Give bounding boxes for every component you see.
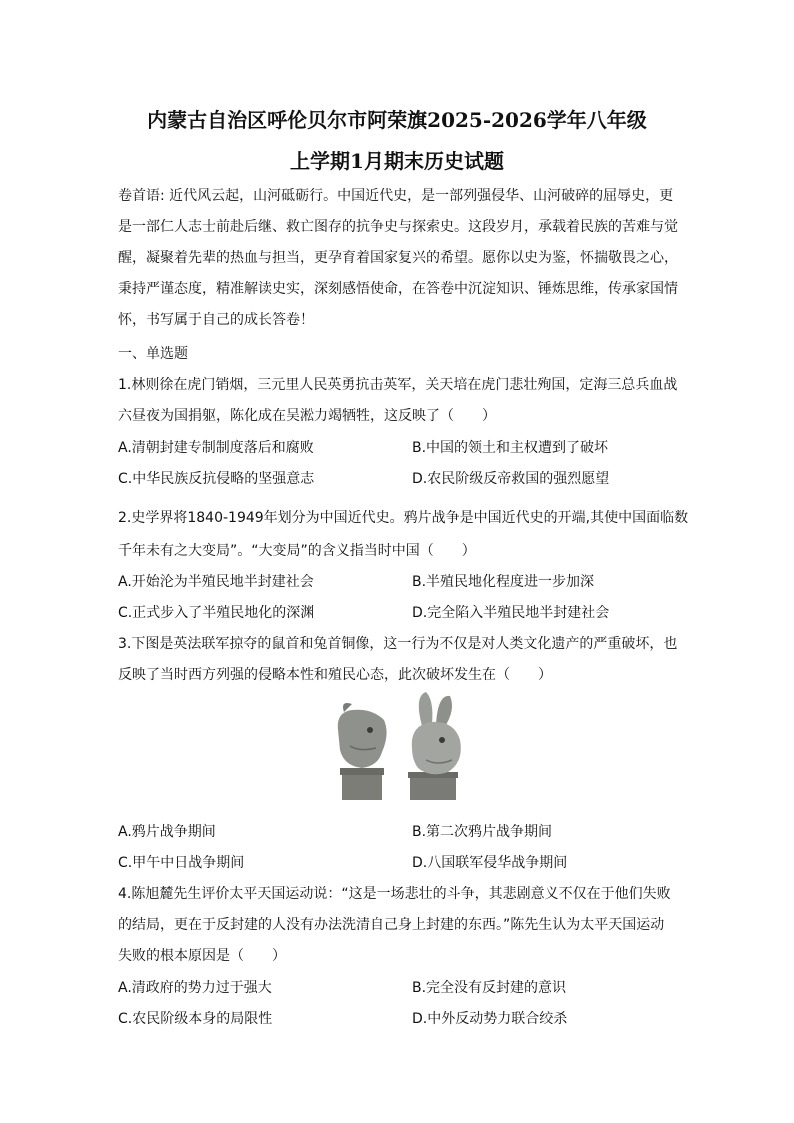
question-4-line-2: 的结局，更在于反封建的人没有办法洗清自己身上封建的东西。”陈先生认为太平天国运动 (118, 917, 665, 933)
question-4-option-d[interactable]: D.中外反动势力联合绞杀 (412, 1011, 568, 1027)
question-2-option-d[interactable]: D.完全陷入半殖民地半封建社会 (412, 605, 610, 621)
bronze-heads-figure (330, 690, 465, 805)
question-2-option-b[interactable]: B.半殖民地化程度进一步加深 (412, 574, 595, 590)
question-1-line-2: 六昼夜为国捐躯，陈化成在吴淞力竭牺牲，这反映了（ ） (118, 408, 496, 424)
question-1-option-a[interactable]: A.清朝封建专制制度落后和腐败 (118, 440, 314, 456)
question-3-line-1: 3.下图是英法联军掠夺的鼠首和兔首铜像，这一行为不仅是对人类文化遗产的严重破坏，也 (118, 636, 678, 652)
rat-head-sculpture (338, 703, 387, 800)
question-1-option-b[interactable]: B.中国的领土和主权遭到了破坏 (412, 440, 609, 456)
question-2-option-a[interactable]: A.开始沦为半殖民地半封建社会 (118, 574, 314, 590)
question-4-option-c[interactable]: C.农民阶级本身的局限性 (118, 1011, 273, 1027)
question-3-option-d[interactable]: D.八国联军侵华战争期间 (412, 855, 568, 871)
question-3-option-c[interactable]: C.甲午中日战争期间 (118, 855, 245, 871)
bronze-rat-and-rabbit-heads-image (330, 690, 465, 805)
question-1-option-c[interactable]: C.中华民族反抗侵略的坚强意志 (118, 471, 315, 487)
question-2-option-c[interactable]: C.正式步入了半殖民地化的深渊 (118, 605, 315, 621)
exam-title-line-2: 上学期1月期末历史试题 (290, 149, 504, 173)
question-4-option-a[interactable]: A.清政府的势力过于强大 (118, 980, 272, 996)
question-4-option-b[interactable]: B.完全没有反封建的意识 (412, 980, 567, 996)
question-3-option-a[interactable]: A.鸦片战争期间 (118, 824, 216, 840)
preface-paragraph: 卷首语: 近代风云起，山河砥砺行。中国近代史，是一部列强侵华、山河破碎的屈辱史，更是一部仁人志士前赴后继、救亡图存的抗争史与探索史。这段岁月，承载着民族的苦难与觉醒，凝聚着先辈的热血与担当，更孕育着国家复兴的希望。愿你以史为鉴，怀揣敬畏之心，秉持严谨态度，精准解读史实，深刻感悟使命，在答卷中沉淀知识、锤炼思维，传承家国情怀，书写属于自己的成长答卷！ (118, 188, 678, 328)
question-3-line-2: 反映了当时西方列强的侵略本性和殖民心态，此次破坏发生在（ ） (118, 667, 552, 683)
question-1-line-1: 1.林则徐在虎门销烟，三元里人民英勇抗击英军，关天培在虎门悲壮殉国，定海三总兵血战 (118, 377, 678, 393)
question-2-line-1: 2.史学界将1840-1949年划分为中国近代史。鸦片战争是中国近代史的开端,其使中国面临数 (118, 510, 689, 526)
section-heading: 一、单选题 (118, 346, 188, 362)
question-4-line-1: 4.陈旭麓先生评价太平天国运动说：“这是一场悲壮的斗争，其悲剧意义不仅在于他们失败 (118, 886, 671, 902)
question-1-option-d[interactable]: D.农民阶级反帝救国的强烈愿望 (412, 471, 610, 487)
rabbit-head-sculpture (408, 692, 461, 800)
question-2-line-2: 千年未有之大变局”。“大变局”的含义指当时中国（ ） (118, 543, 476, 559)
exam-title-line-1: 内蒙古自治区呼伦贝尔市阿荣旗2025-2026学年八年级 (147, 108, 647, 132)
question-3-option-b[interactable]: B.第二次鸦片战争期间 (412, 824, 553, 840)
question-4-line-3: 失败的根本原因是（ ） (118, 948, 286, 964)
